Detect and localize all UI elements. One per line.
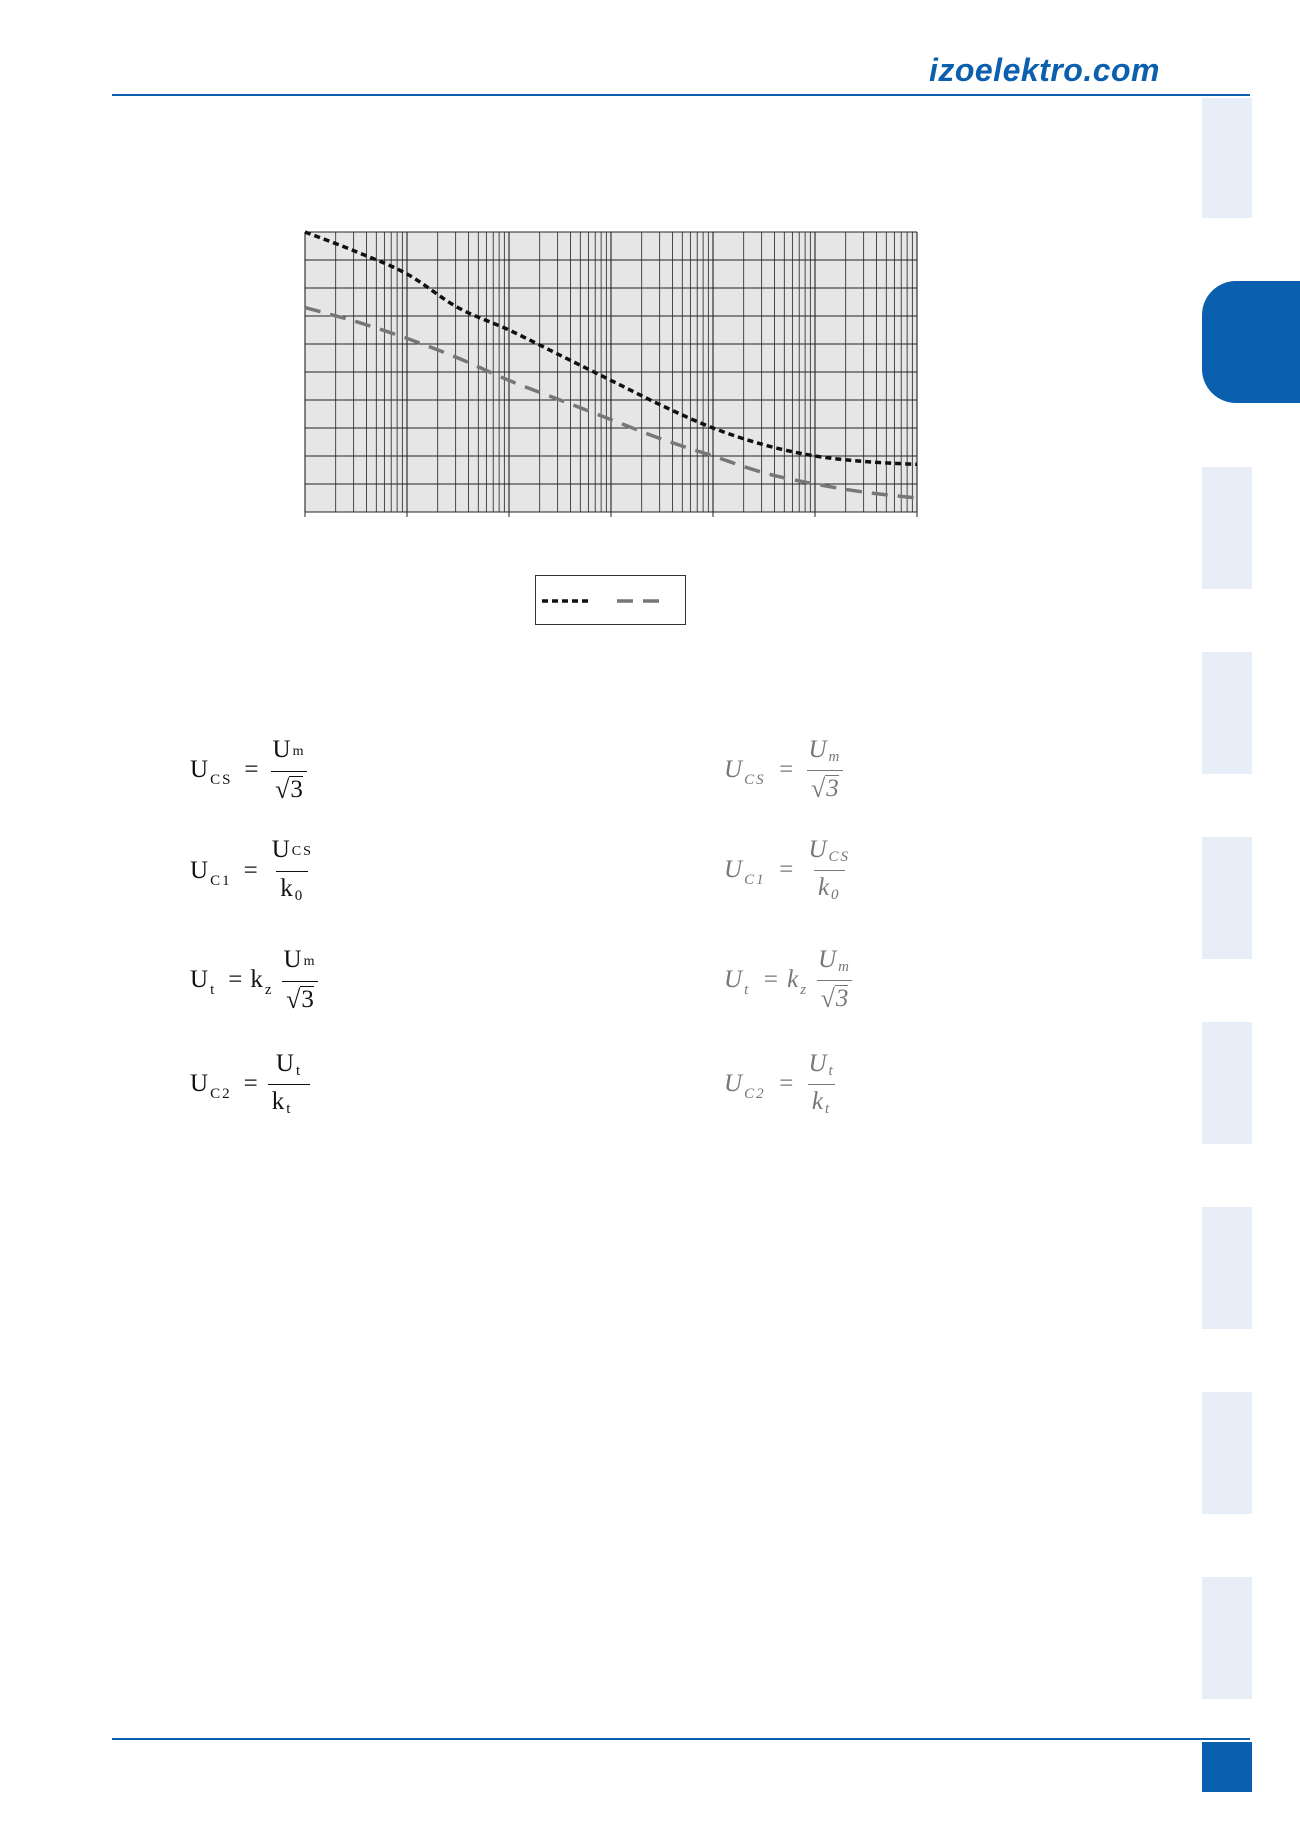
formula-ut: U t = k z U m √ 3 bbox=[190, 946, 317, 1014]
legend-swatches bbox=[536, 576, 685, 624]
brand-logo[interactable]: izoelektro.com bbox=[928, 52, 1160, 88]
formula-uc2-italic: U C2 = $\frac{\text{U t}}{\text{k t}}$ bbox=[724, 1050, 835, 1117]
formula-uc1: U C1 = $\frac{\text{U CS}}{k 0}$ bbox=[190, 836, 313, 904]
page-number-box bbox=[1202, 1742, 1252, 1792]
side-tab-7[interactable] bbox=[1202, 1207, 1252, 1329]
formula-ucs-italic: U CS = U m √ 3 bbox=[724, 736, 842, 803]
side-tab-4[interactable] bbox=[1202, 652, 1252, 774]
formula-ucs: U CS = U m √ 3 bbox=[190, 736, 306, 804]
chart-legend bbox=[535, 575, 686, 625]
side-tab-9[interactable] bbox=[1202, 1577, 1252, 1699]
side-tab-1[interactable] bbox=[1202, 98, 1252, 218]
header-rule bbox=[112, 94, 1250, 96]
side-tab-6[interactable] bbox=[1202, 1022, 1252, 1144]
formula-ut-italic: U t = k z U m √ 3 bbox=[724, 946, 851, 1013]
formula-uc2: U C2 = $\frac{\text{U t}}{\text{k t}}$ bbox=[190, 1050, 310, 1118]
side-tab-8[interactable] bbox=[1202, 1392, 1252, 1514]
side-tab-5[interactable] bbox=[1202, 837, 1252, 959]
side-tab-3[interactable] bbox=[1202, 467, 1252, 589]
footer-rule bbox=[112, 1738, 1250, 1740]
log-chart bbox=[300, 228, 922, 518]
formula-uc1-italic: U C1 = $\frac{\text{U CS}}{k 0}$ bbox=[724, 836, 851, 903]
side-tab-active[interactable] bbox=[1202, 281, 1300, 403]
